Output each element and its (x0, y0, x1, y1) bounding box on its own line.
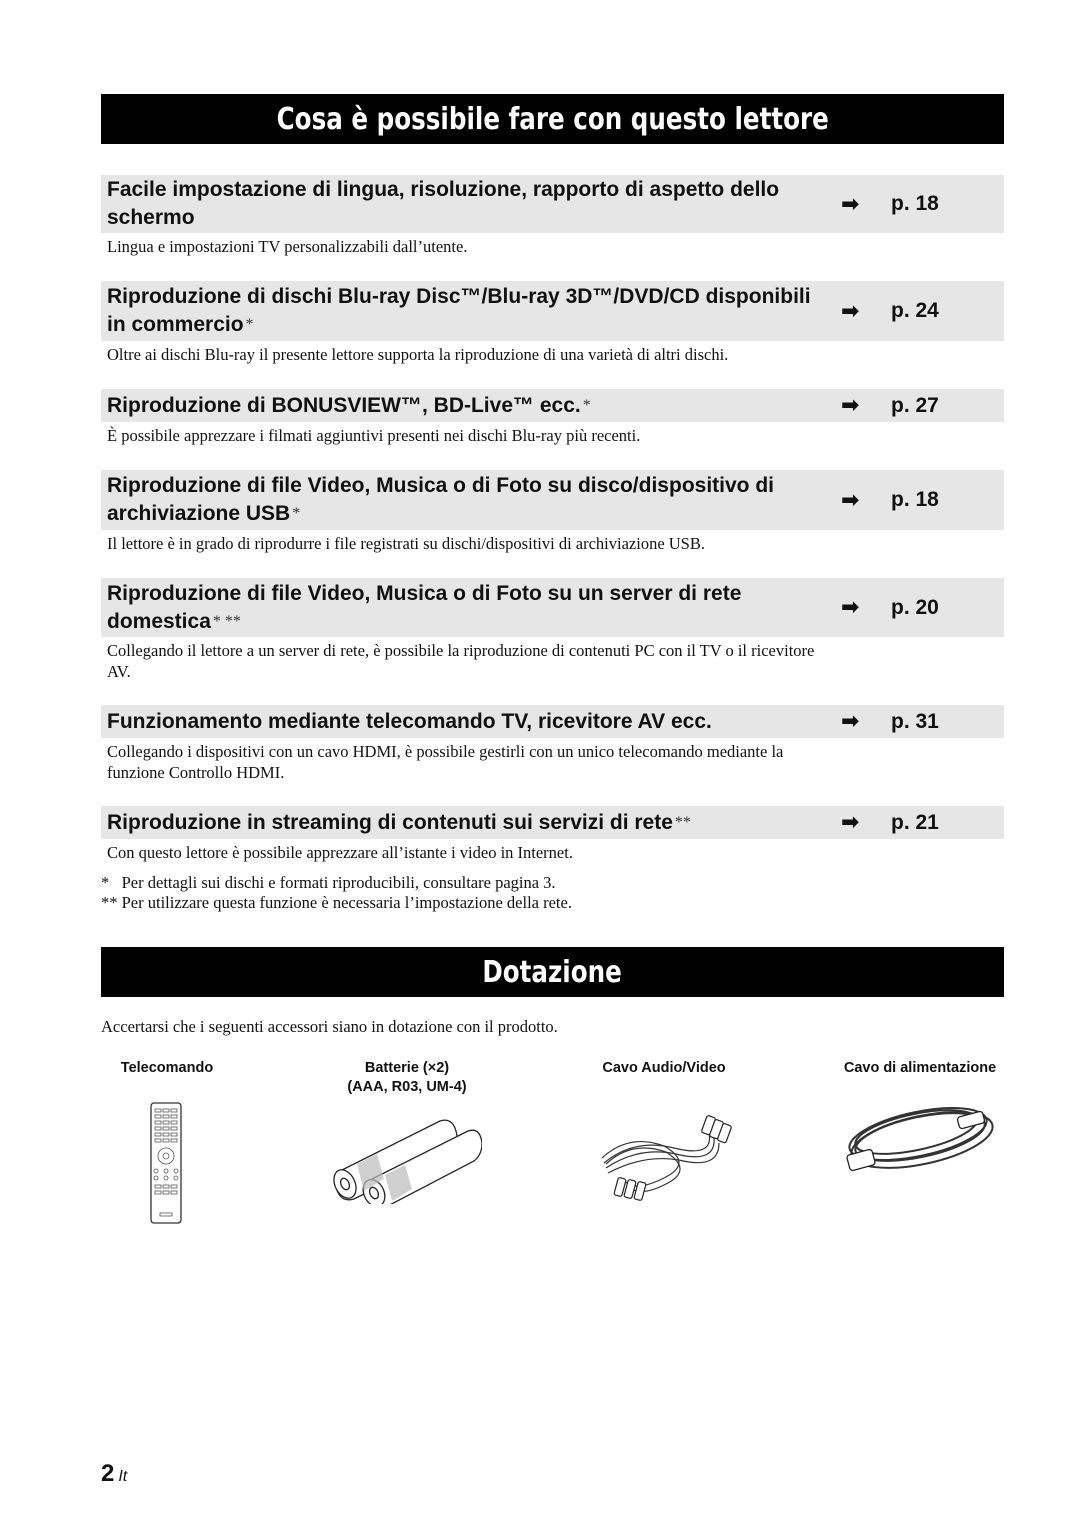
page-reference: p. 20 (891, 595, 939, 619)
arrow-right-icon: ➡ (841, 191, 860, 217)
arrow-right-icon: ➡ (841, 298, 860, 324)
feature-title: Riproduzione di dischi Blu-ray Disc™/Blu-ray 3D™/DVD/CD disponibili in commercio * (107, 285, 811, 336)
feature-item (101, 175, 1004, 257)
feature-header (101, 705, 1004, 738)
arrow-right-icon: ➡ (841, 810, 860, 835)
arrow-right-icon: ➡ (841, 487, 860, 513)
feature-description: Il lettore è in grado di riprodurre i file registrati su dischi/dispositivi di archiviazione USB. (107, 534, 705, 553)
feature-item (101, 389, 1004, 446)
section-title-accessories: Dotazione (101, 947, 1004, 997)
feature-description: Collegando il lettore a un server di rete, è possibile la riproduzione di contenuti PC con il TV o il ricevitore AV. (107, 641, 815, 681)
page-number: 2 (101, 1460, 115, 1487)
accessory-label: Batterie (×2) (AAA, R03, UM-4) (347, 1060, 467, 1095)
feature-header (101, 389, 1004, 422)
feature-description: Con questo lettore è possibile apprezzare all’istante i video in Internet. (107, 843, 573, 862)
page-reference: p. 21 (891, 810, 939, 834)
footnotes (101, 873, 572, 913)
feature-header (101, 175, 1004, 233)
feature-item (101, 705, 1004, 783)
accessory-remote (47, 1059, 287, 1226)
feature-header (101, 281, 1004, 341)
page-reference: p. 31 (891, 709, 939, 733)
feature-header (101, 806, 1004, 839)
arrow-right-icon: ➡ (841, 709, 860, 734)
accessories-intro: Accertarsi che i seguenti accessori siano in dotazione con il prodotto. (101, 1017, 558, 1036)
remote-control-icon (147, 1101, 187, 1226)
feature-item (101, 578, 1004, 682)
feature-description: Collegando i dispositivi con un cavo HDMI, è possibile gestirli con un unico telecomando mediante la funzione Controllo HDMI. (107, 742, 784, 782)
feature-item (101, 470, 1004, 554)
feature-title: Riproduzione di file Video, Musica o di Foto su un server di rete domestica * ** (107, 581, 742, 633)
page-reference: p. 18 (891, 192, 939, 215)
page-reference: p. 27 (891, 393, 939, 417)
feature-header (101, 470, 1004, 530)
power-cable-icon (838, 1094, 1003, 1184)
accessory-label: Cavo Audio/Video (602, 1060, 726, 1076)
page-footer (101, 1460, 127, 1488)
accessory-power-cable (800, 1059, 1040, 1184)
feature-title: Facile impostazione di lingua, risoluzione, rapporto di aspetto dello schermo (107, 178, 780, 229)
footnote: ** Per utilizzare questa funzione è necessaria l’impostazione della rete. (101, 893, 572, 912)
feature-item (101, 806, 1004, 863)
page-reference: p. 18 (891, 488, 939, 511)
accessory-batteries (287, 1059, 527, 1204)
feature-description: È possibile apprezzare i filmati aggiuntivi presenti nei dischi Blu-ray più recenti. (107, 426, 641, 445)
accessory-label: Telecomando (120, 1060, 214, 1076)
feature-description: Oltre ai dischi Blu-ray il presente lettore supporta la riproduzione di una varietà di altri dischi. (107, 345, 729, 364)
accessory-av-cable (544, 1059, 784, 1208)
page-reference: p. 24 (891, 299, 939, 322)
accessory-label: Cavo di alimentazione (843, 1060, 997, 1076)
feature-header (101, 578, 1004, 637)
feature-title: Riproduzione di file Video, Musica o di Foto su disco/dispositivo di archiviazione USB * (107, 474, 774, 525)
language-code: It (118, 1468, 128, 1485)
av-cable-icon (594, 1108, 734, 1208)
feature-title: Riproduzione di BONUSVIEW™, BD-Live™ ecc. * (107, 393, 591, 417)
feature-title: Funzionamento mediante telecomando TV, ricevitore AV ecc. (107, 709, 712, 733)
footnote: * Per dettagli sui dischi e formati riproducibili, consultare pagina 3. (101, 873, 556, 892)
arrow-right-icon: ➡ (841, 595, 860, 620)
batteries-icon (332, 1109, 482, 1204)
feature-item (101, 281, 1004, 365)
feature-title: Riproduzione in streaming di contenuti sui servizi di rete ** (107, 810, 691, 834)
arrow-right-icon: ➡ (841, 393, 860, 418)
section-title-features: Cosa è possibile fare con questo lettore (101, 94, 1004, 144)
feature-description: Lingua e impostazioni TV personalizzabili dall’utente. (107, 237, 468, 256)
